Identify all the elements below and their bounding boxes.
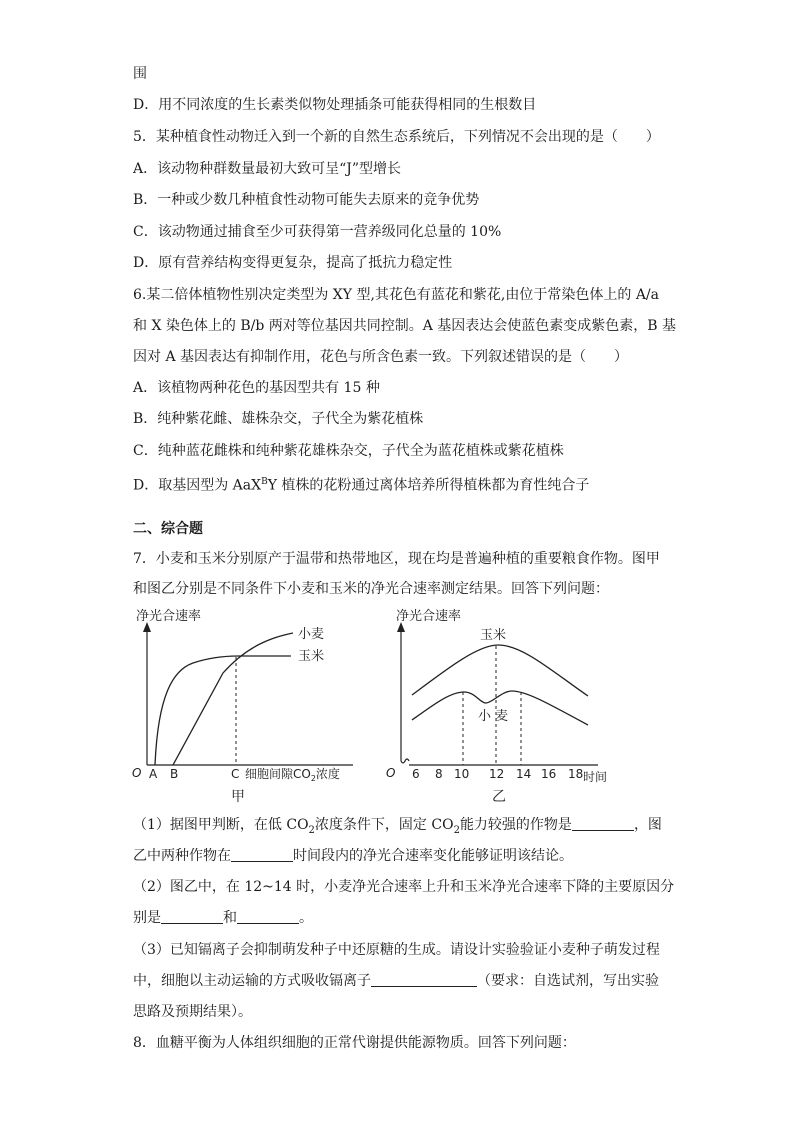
section-title: 二、综合题 — [133, 521, 203, 537]
yi-label-wheat: 小 麦 — [478, 709, 509, 724]
yi-axis-break — [401, 759, 409, 763]
q1-text-a: （1）据图甲判断，在低 CO — [133, 817, 309, 833]
option-b-q5: B．一种或少数几种植食性动物可能失去原来的竞争优势 — [133, 192, 480, 208]
option-d-q6-part2: Y 植株的花粉通过离体培养所得植株都为育性纯合子 — [267, 477, 590, 494]
q3-text-b: 中，细胞以主动运输的方式吸收镉离子 — [133, 973, 371, 989]
yi-tick-8: 8 — [435, 767, 443, 781]
option-d-q6-part1: D．取基因型为 AaX — [133, 477, 262, 494]
answer-blank-5[interactable] — [371, 972, 477, 987]
jia-tick-a: A — [149, 767, 158, 781]
yi-tick-6: 6 — [412, 767, 420, 781]
q1-text-e: 乙中两种作物在 — [133, 848, 231, 864]
yi-tick-16: 16 — [541, 767, 557, 781]
option-b-q6: B．纯种紫花雌、雄株杂交，子代全为紫花植株 — [133, 411, 424, 427]
subquestion-3-line-1: （3）已知镉离子会抑制萌发种子中还原糖的生成。请设计实验验证小麦种子萌发过程 — [133, 942, 660, 958]
yi-tick-12: 12 — [489, 767, 505, 781]
jia-origin: O — [132, 766, 142, 780]
option-d-q6-superscript: B — [261, 477, 268, 487]
yi-tick-18: 18 — [568, 767, 584, 781]
option-d-q6 — [133, 472, 589, 496]
yi-tick-10: 10 — [454, 767, 470, 781]
subquestion-1-line-1 — [133, 815, 662, 841]
yi-caption: 乙 — [492, 789, 506, 805]
question-8: 8．血糖平衡为人体组织细胞的正常代谢提供能源物质。回答下列问题： — [133, 1035, 576, 1051]
jia-tick-b: B — [170, 767, 179, 781]
jia-x-label: 细胞间隙$CO_2$浓度 — [245, 767, 340, 783]
q1-sub-1: 2 — [308, 824, 315, 836]
option-c-q5: C．该动物通过捕食至少可获得第一营养级同化总量的 10% — [133, 224, 502, 240]
option-a-q6: A．该植物两种花色的基因型共有 15 种 — [133, 380, 380, 396]
option-d-q4: D．用不同浓度的生长素类似物处理插条可能获得相同的生根数目 — [133, 97, 537, 113]
q1-text-f: 时间段内的净光合速率变化能够证明该结论。 — [293, 848, 573, 864]
answer-blank-2[interactable] — [231, 847, 293, 862]
option-d-q5: D．原有营养结构变得更复杂，提高了抵抗力稳定性 — [133, 255, 453, 271]
option-c-q6: C．纯种蓝花雌株和纯种紫花雄株杂交，子代全为蓝花植株或紫花植株 — [133, 443, 564, 459]
question-6-line-2: 和 X 染色体上的 B/b 两对等位基因共同控制。A 基因表达会使蓝色素变成紫色素，B 基 — [133, 318, 677, 334]
figure — [128, 600, 618, 810]
yi-curve-corn — [412, 645, 588, 696]
yi-label-corn: 玉米 — [480, 628, 507, 643]
answer-blank-4[interactable] — [237, 909, 299, 924]
jia-caption: 甲 — [231, 789, 245, 805]
subquestion-3-line-3: 思路及预期结果）。 — [133, 1004, 252, 1020]
q1-text-d: ，图 — [633, 817, 662, 833]
figure-jia — [132, 608, 353, 805]
subquestion-3-line-2 — [133, 971, 659, 991]
jia-y-label: 净光合速率 — [136, 609, 202, 624]
question-5: 5．某种植食性动物迁入到一个新的自然生态系统后，下列情况不会出现的是（ ） — [133, 129, 660, 145]
q1-text-b: 浓度条件下，固定 CO — [314, 817, 454, 833]
yi-x-label: 时间 — [583, 770, 608, 784]
q2-text-d: 。 — [299, 910, 313, 926]
option-a-q5: A．该动物种群数量最初大致可呈“J”型增长 — [133, 161, 402, 177]
line-1: 围 — [133, 66, 147, 82]
jia-label-wheat: 小麦 — [298, 627, 325, 642]
subquestion-2-line-2 — [133, 908, 313, 928]
figure-yi — [386, 608, 607, 805]
answer-blank-3[interactable] — [161, 909, 223, 924]
q2-text-b: 别是 — [133, 910, 161, 926]
question-6-line-3: 因对 A 基因表达有抑制作用，花色与所含色素一致。下列叙述错误的是（ ） — [133, 349, 629, 365]
q1-text-c: 能力较强的作物是 — [459, 817, 572, 833]
jia-curve-wheat — [173, 633, 293, 765]
subquestion-2-line-1: （2）图乙中，在 12~14 时，小麦净光合速率上升和玉米净光合速率下降的主要原因分 — [133, 879, 675, 895]
q1-sub-2: 2 — [453, 824, 460, 836]
answer-blank-1[interactable] — [572, 816, 634, 831]
question-6-line-1: 6.某二倍体植物性别决定类型为 XY 型,其花色有蓝花和紫花,由位于常染色体上的 A/a — [133, 287, 659, 303]
yi-tick-14: 14 — [516, 767, 532, 781]
question-7-line-2: 和图乙分别是不同条件下小麦和玉米的净光合速率测定结果。回答下列问题： — [133, 581, 609, 597]
q2-text-c: 和 — [223, 910, 237, 926]
yi-origin: O — [386, 766, 396, 780]
yi-y-label: 净光合速率 — [396, 609, 462, 624]
subquestion-1-line-2 — [133, 846, 573, 866]
jia-label-corn: 玉米 — [298, 649, 325, 664]
q3-text-c: （要求：自选试剂，写出实验 — [477, 973, 659, 989]
jia-tick-c: C — [231, 767, 240, 781]
question-7-line-1: 7．小麦和玉米分别原产于温带和热带地区，现在均是普遍种植的重要粮食作物。图甲 — [133, 551, 660, 567]
